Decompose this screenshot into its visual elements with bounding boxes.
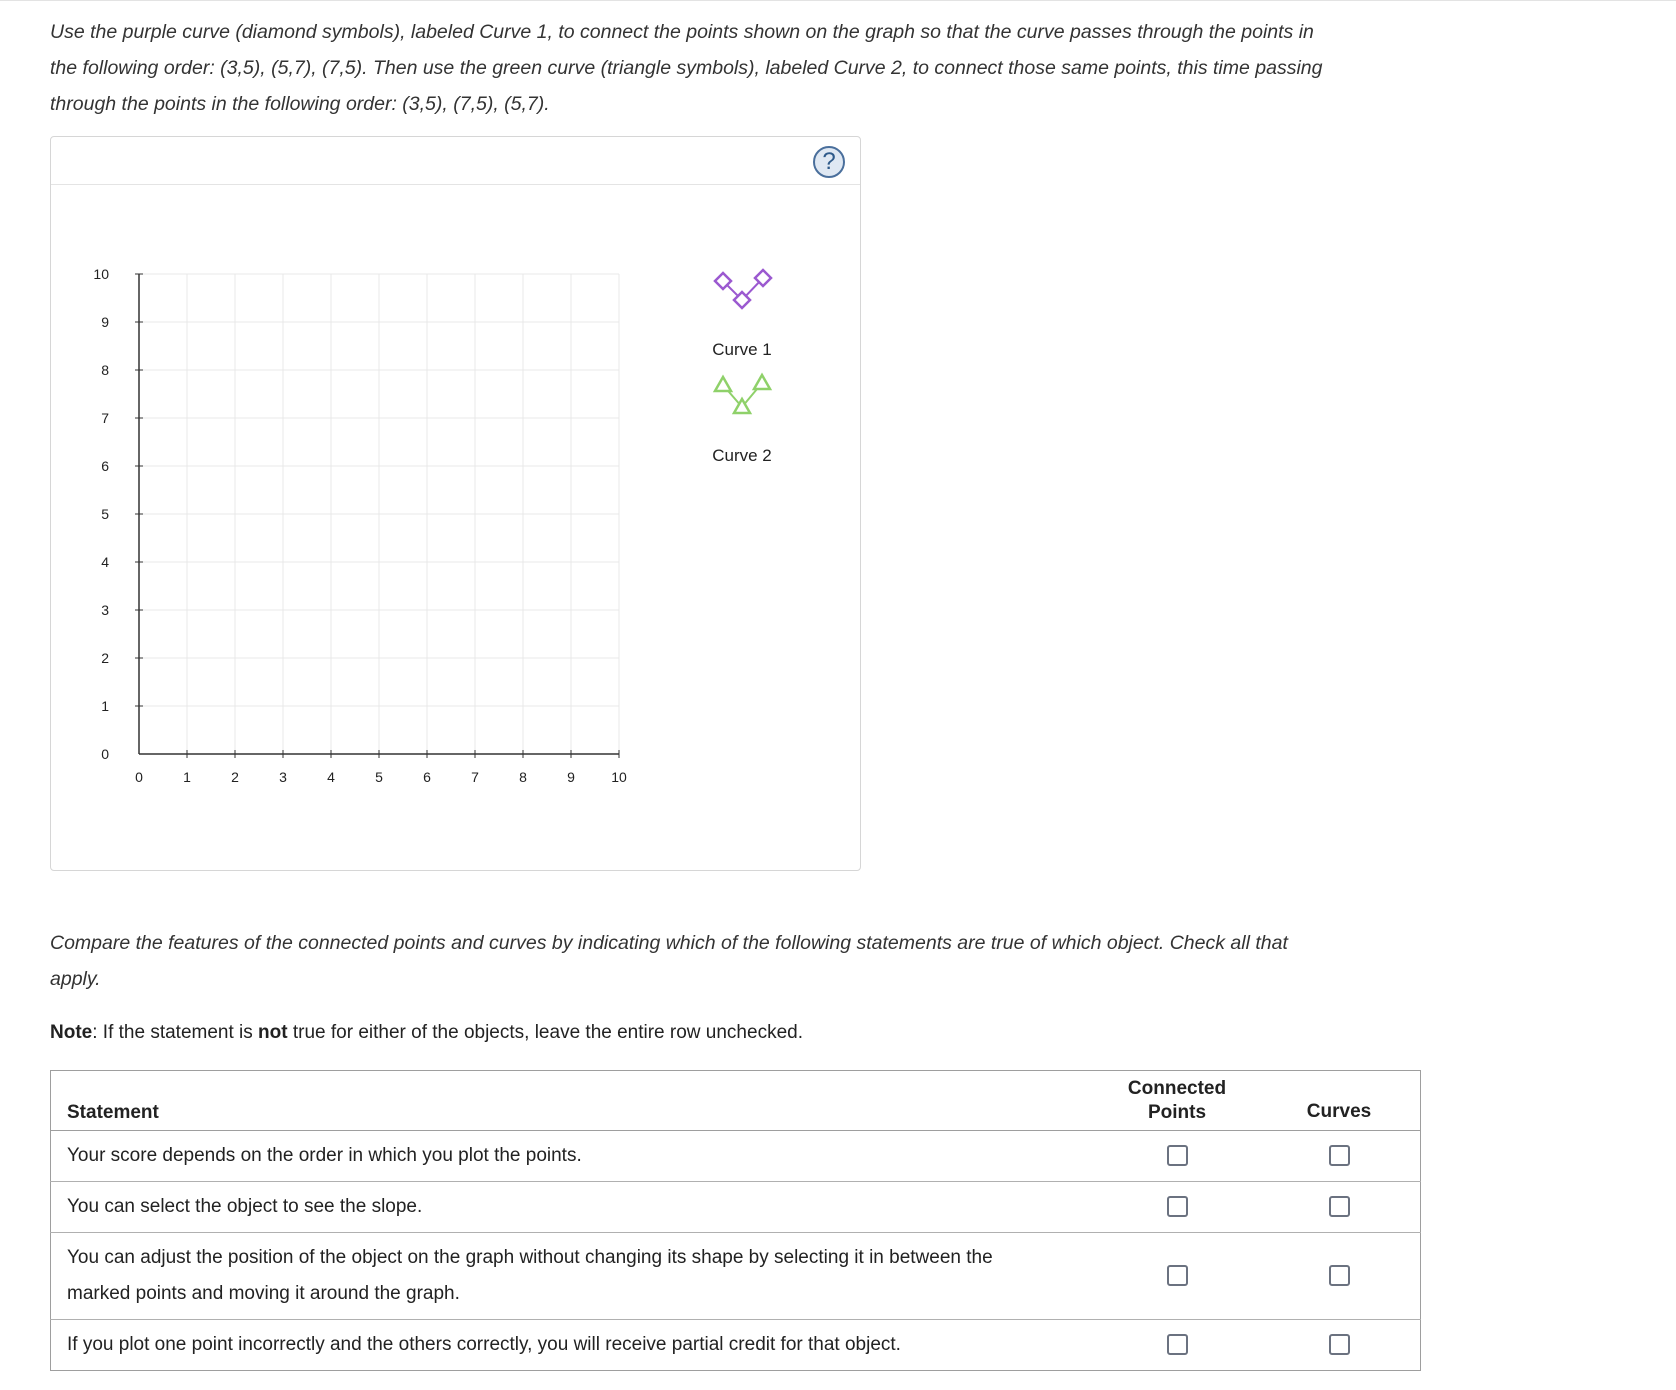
header-statement: Statement [51,1071,1097,1131]
x-tick-label: 1 [183,769,191,785]
statement-text-line-1: You can adjust the position of the object on the graph without changing its shape by selecting it in between the [67,1247,993,1268]
graph-panel [50,136,861,871]
curves-cell [1258,1233,1421,1320]
statement-cell [51,1131,1097,1182]
checkbox-connected-points-row-2[interactable] [1167,1196,1188,1217]
connected-points-cell [1096,1182,1258,1233]
compare-instructions [50,925,1450,997]
note [50,1022,803,1044]
curves-cell [1258,1131,1421,1182]
axes [135,274,619,758]
checkbox-curves-row-1[interactable] [1329,1145,1350,1166]
table-row [51,1182,1421,1233]
x-tick-label: 4 [327,769,335,785]
y-tick-label: 6 [101,458,109,474]
y-tick-label: 2 [101,650,109,666]
statement-text: Your score depends on the order in which you plot the points. [67,1145,582,1166]
curves-cell [1258,1182,1421,1233]
compare-line-1: Compare the features of the connected points and curves by indicating which of the following statements are true of which object. Check all that [50,932,1288,954]
statements-table [50,1070,1421,1371]
tick-labels [93,266,627,785]
top-divider [0,0,1676,1]
connected-points-cell [1096,1233,1258,1320]
note-text-1: : If the statement is [92,1022,259,1043]
note-label: Note [50,1022,93,1043]
table-row [51,1131,1421,1182]
header-connected-points [1096,1071,1258,1131]
connected-points-cell [1096,1320,1258,1371]
x-tick-label: 10 [611,769,627,785]
x-tick-label: 5 [375,769,383,785]
connected-points-cell [1096,1131,1258,1182]
header-curves: Curves [1258,1071,1421,1131]
curve-2-tool[interactable] [712,375,772,465]
y-tick-label: 10 [93,266,109,282]
statement-text-line-2: marked points and moving it around the graph. [67,1283,460,1304]
header-connected-points-line-1: Connected [1127,1077,1227,1099]
y-tick-label: 8 [101,362,109,378]
instructions-line-2: the following order: (3,5), (5,7), (7,5). Then use the green curve (triangle symbols), labeled Curve 2, to connect those same points, this time passing [50,57,1323,79]
checkbox-curves-row-2[interactable] [1329,1196,1350,1217]
table-row [51,1320,1421,1371]
header-connected-points-line-2: Points [1147,1101,1207,1123]
instructions-line-1: Use the purple curve (diamond symbols), labeled Curve 1, to connect the points shown on the graph so that the curve passes through the points in [50,21,1314,43]
graph-canvas[interactable] [51,137,860,870]
curves-cell [1258,1320,1421,1371]
x-tick-label: 8 [519,769,527,785]
y-tick-label: 4 [101,554,109,570]
curve-2-label: Curve 2 [712,446,772,465]
help-icon[interactable]: ? [813,146,845,178]
instructions [50,14,1450,122]
compare-line-2: apply. [50,968,101,990]
x-tick-label: 2 [231,769,239,785]
y-tick-label: 5 [101,506,109,522]
x-tick-label: 3 [279,769,287,785]
statement-cell [51,1182,1097,1233]
y-tick-label: 9 [101,314,109,330]
y-tick-label: 7 [101,410,109,426]
table-header-row [51,1071,1421,1131]
checkbox-connected-points-row-1[interactable] [1167,1145,1188,1166]
x-tick-label: 7 [471,769,479,785]
y-tick-label: 1 [101,698,109,714]
statement-text: If you plot one point incorrectly and the others correctly, you will receive partial credit for that object. [67,1334,901,1355]
note-text-2: true for either of the objects, leave the entire row unchecked. [287,1022,803,1043]
checkbox-connected-points-row-4[interactable] [1167,1334,1188,1355]
checkbox-connected-points-row-3[interactable] [1167,1265,1188,1286]
instructions-line-3: through the points in the following order: (3,5), (7,5), (5,7). [50,93,550,115]
x-tick-label: 6 [423,769,431,785]
x-tick-label: 0 [135,769,143,785]
statement-cell [51,1320,1097,1371]
x-tick-label: 9 [567,769,575,785]
curve-2-tool-marker-right [754,375,770,389]
checkbox-curves-row-3[interactable] [1329,1265,1350,1286]
curve-2-tool-marker-left [715,377,731,391]
statement-cell [51,1233,1097,1320]
y-tick-label: 0 [101,746,109,762]
grid [139,274,619,754]
curve-1-label: Curve 1 [712,340,772,359]
statement-text: You can select the object to see the slope. [67,1196,423,1217]
y-tick-label: 3 [101,602,109,618]
note-emphasis: not [258,1022,288,1043]
checkbox-curves-row-4[interactable] [1329,1334,1350,1355]
curve-1-tool[interactable] [712,270,772,359]
table-row [51,1233,1421,1320]
